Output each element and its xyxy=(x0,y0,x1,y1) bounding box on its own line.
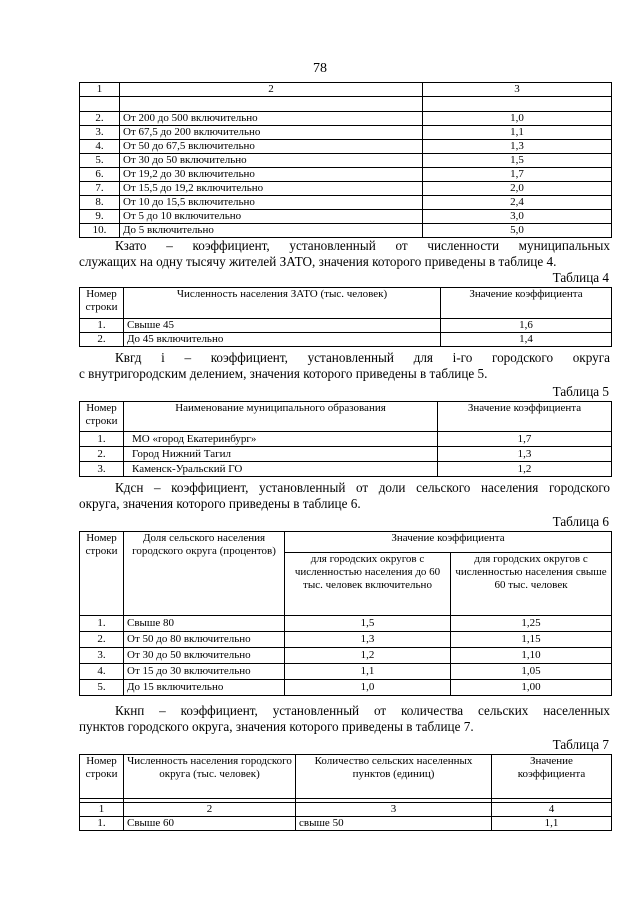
row-range: От 5 до 10 включительно xyxy=(120,210,423,224)
row-value-large: 1,05 xyxy=(451,664,612,680)
paragraph-line: Кзато – коэффициент, установленный от численности муниципальных xyxy=(115,238,610,253)
paragraph-line: служащих на одну тысячу жителей ЗАТО, значения которого приведены в таблице 4. xyxy=(79,254,557,269)
row-range: От 200 до 500 включительно xyxy=(120,112,423,126)
row-share: От 15 до 30 включительно xyxy=(124,664,285,680)
row-value: 2,0 xyxy=(423,182,612,196)
table-row xyxy=(80,210,612,224)
row-number: 9. xyxy=(80,210,120,224)
page-number: 78 xyxy=(313,61,327,76)
row-number: 6. xyxy=(80,168,120,182)
table-header-cell: Численность населения городского округа (тыс. человек) xyxy=(124,755,296,799)
row-value: 1,1 xyxy=(423,126,612,140)
table-5-label: Таблица 5 xyxy=(552,384,609,399)
row-range: От 67,5 до 200 включительно xyxy=(120,126,423,140)
row-number: 5. xyxy=(80,154,120,168)
row-value: 1,3 xyxy=(438,447,612,462)
table-row xyxy=(80,112,612,126)
table-header-cell: Значение коэффициента xyxy=(438,402,612,432)
row-share: От 30 до 50 включительно xyxy=(124,648,285,664)
table-header-cell: Численность населения ЗАТО (тыс. человек) xyxy=(124,288,441,319)
table-4-label: Таблица 4 xyxy=(552,270,609,285)
table-row xyxy=(80,648,612,664)
table-header-row xyxy=(80,402,612,432)
table-header-row xyxy=(80,532,612,553)
row-municipality: Каменск-Уральский ГО xyxy=(124,462,438,477)
paragraph-line: с внутригородским делением, значения которого приведены в таблице 5. xyxy=(79,366,488,381)
table-header-cell: Количество сельских населенных пунктов (единиц) xyxy=(296,755,492,799)
row-value: 1,5 xyxy=(423,154,612,168)
table-header-cell: 4 xyxy=(492,803,612,817)
row-number: 1. xyxy=(80,432,124,447)
table-header-row xyxy=(80,288,612,319)
paragraph-kdsn xyxy=(79,480,610,512)
row-number: 2. xyxy=(80,112,120,126)
row-number: 3. xyxy=(80,648,124,664)
table-row xyxy=(80,168,612,182)
table-row xyxy=(80,319,612,333)
table-row xyxy=(80,447,612,462)
table-3-continuation xyxy=(79,82,612,238)
table-column-numbering xyxy=(80,83,612,97)
row-value: 5,0 xyxy=(423,224,612,238)
table-header-cell: 2 xyxy=(120,83,423,97)
paragraph-kvgd xyxy=(79,350,610,382)
table-header-cell: 3 xyxy=(296,803,492,817)
row-value: 1,4 xyxy=(441,333,612,347)
paragraph-line: Ккнп – коэффициент, установленный от количества сельских населенных xyxy=(115,703,610,718)
row-value-small: 1,3 xyxy=(285,632,451,648)
table-header-cell: Значение коэффициента xyxy=(441,288,612,319)
row-range: От 50 до 67,5 включительно xyxy=(120,140,423,154)
paragraph-line: Кдсн – коэффициент, установленный от доли сельского населения городского xyxy=(115,480,610,495)
row-number: 2. xyxy=(80,333,124,347)
row-value: 1,7 xyxy=(438,432,612,447)
row-value-large: 1,00 xyxy=(451,680,612,696)
table-header-cell: Значение коэффициента xyxy=(492,755,612,799)
table-4 xyxy=(79,287,612,347)
table-row xyxy=(80,196,612,210)
table-header-cell: для городских округов с численностью населения свыше 60 тыс. человек xyxy=(451,553,612,616)
table-header-cell: Номер строки xyxy=(80,288,124,319)
row-municipality: Город Нижний Тагил xyxy=(124,447,438,462)
row-value-small: 1,5 xyxy=(285,616,451,632)
table-row xyxy=(80,154,612,168)
table-7 xyxy=(79,754,612,831)
row-number: 4. xyxy=(80,664,124,680)
table-header-cell: 1 xyxy=(80,803,124,817)
row-number: 5. xyxy=(80,680,124,696)
row-value: 1,1 xyxy=(492,817,612,831)
row-value: 3,0 xyxy=(423,210,612,224)
row-value: 1,6 xyxy=(441,319,612,333)
table-row xyxy=(80,140,612,154)
row-number: 1. xyxy=(80,616,124,632)
row-municipality: МО «город Екатеринбург» xyxy=(124,432,438,447)
table-header-cell: для городских округов с численностью населения до 60 тыс. человек включительно xyxy=(285,553,451,616)
row-population: Свыше 45 xyxy=(124,319,441,333)
row-value-small: 1,1 xyxy=(285,664,451,680)
row-value: 2,4 xyxy=(423,196,612,210)
row-number: 7. xyxy=(80,182,120,196)
paragraph-kzato xyxy=(79,238,610,270)
row-value-large: 1,10 xyxy=(451,648,612,664)
row-share: До 15 включительно xyxy=(124,680,285,696)
table-column-numbering xyxy=(80,803,612,817)
row-number: 8. xyxy=(80,196,120,210)
table-row xyxy=(80,817,612,831)
table-row xyxy=(80,664,612,680)
row-number: 1. xyxy=(80,817,124,831)
row-range: От 10 до 15,5 включительно xyxy=(120,196,423,210)
row-value-large: 1,25 xyxy=(451,616,612,632)
row-number: 2. xyxy=(80,447,124,462)
row-number: 10. xyxy=(80,224,120,238)
table-5 xyxy=(79,401,612,477)
table-6-label: Таблица 6 xyxy=(552,514,609,529)
table-header-cell: Наименование муниципального образования xyxy=(124,402,438,432)
table-row xyxy=(80,462,612,477)
table-header-row xyxy=(80,755,612,799)
table-row xyxy=(80,680,612,696)
table-header-cell: Доля сельского населения городского округа (процентов) xyxy=(124,532,285,616)
table-row xyxy=(80,224,612,238)
row-value-large: 1,15 xyxy=(451,632,612,648)
row-value: 1,0 xyxy=(423,112,612,126)
table-row xyxy=(80,126,612,140)
table-row xyxy=(80,182,612,196)
row-range: От 19,2 до 30 включительно xyxy=(120,168,423,182)
row-share: От 50 до 80 включительно xyxy=(124,632,285,648)
row-number: 3. xyxy=(80,126,120,140)
table-row xyxy=(80,333,612,347)
table-7-label: Таблица 7 xyxy=(552,737,609,752)
row-population: Свыше 60 xyxy=(124,817,296,831)
table-row xyxy=(80,632,612,648)
row-value: 1,2 xyxy=(438,462,612,477)
table-header-cell: Значение коэффициента xyxy=(285,532,612,553)
paragraph-line: пунктов городского округа, значения которого приведены в таблице 7. xyxy=(79,719,474,734)
table-row xyxy=(80,616,612,632)
row-settlements: свыше 50 xyxy=(296,817,492,831)
table-header-cell: Номер строки xyxy=(80,755,124,799)
row-number: 2. xyxy=(80,632,124,648)
table-header-cell: 1 xyxy=(80,83,120,97)
table-header-cell: 2 xyxy=(124,803,296,817)
paragraph-line: Квгд i – коэффициент, установленный для i-го городского округа xyxy=(115,350,610,365)
paragraph-line: округа, значения которого приведены в таблице 6. xyxy=(79,496,361,511)
row-value-small: 1,2 xyxy=(285,648,451,664)
row-range: От 30 до 50 включительно xyxy=(120,154,423,168)
row-share: Свыше 80 xyxy=(124,616,285,632)
table-6 xyxy=(79,531,612,696)
paragraph-kknp xyxy=(79,703,610,735)
row-number: 1. xyxy=(80,319,124,333)
table-header-cell: Номер строки xyxy=(80,402,124,432)
table-header-cell: 3 xyxy=(423,83,612,97)
row-number: 4. xyxy=(80,140,120,154)
row-range: От 15,5 до 19,2 включительно xyxy=(120,182,423,196)
row-value: 1,3 xyxy=(423,140,612,154)
row-population: До 45 включительно xyxy=(124,333,441,347)
table-header-cell: Номер строки xyxy=(80,532,124,616)
row-value: 1,7 xyxy=(423,168,612,182)
row-value-small: 1,0 xyxy=(285,680,451,696)
table-spacer-row xyxy=(80,97,612,112)
table-row xyxy=(80,432,612,447)
row-number: 3. xyxy=(80,462,124,477)
row-range: До 5 включительно xyxy=(120,224,423,238)
